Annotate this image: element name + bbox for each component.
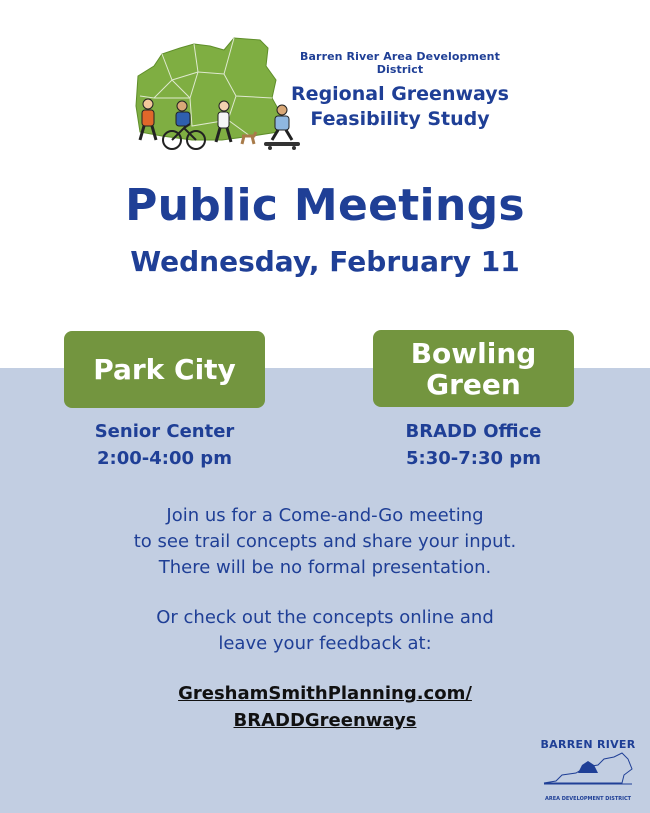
meeting-date: Wednesday, February 11: [130, 245, 520, 278]
feedback-link[interactable]: [0, 680, 650, 734]
organization-name: Barren River Area Development District: [300, 50, 500, 76]
study-title-line1: Regional Greenways: [291, 83, 509, 105]
bradd-footer-logo: [540, 738, 636, 802]
location-card-bowling-green: [373, 330, 574, 407]
location-name: Bowling Green: [410, 336, 537, 401]
venue-bowling-green: [373, 418, 574, 472]
venue-name: BRADD Office: [405, 421, 542, 442]
greenways-logo: [132, 36, 304, 154]
meeting-description: [0, 503, 650, 581]
link-line2[interactable]: BRADDGreenways: [233, 710, 417, 731]
online-description: [0, 605, 650, 657]
venue-name: Senior Center: [94, 421, 235, 442]
venue-time: 5:30-7:30 pm: [406, 448, 541, 469]
region-map-icon: [132, 36, 304, 154]
online-line: Or check out the concepts online and: [156, 607, 494, 628]
location-name: Park City: [93, 353, 236, 386]
description-line: There will be no formal presentation.: [158, 557, 492, 578]
page-title: Public Meetings: [125, 180, 525, 231]
venue-time: 2:00-4:00 pm: [97, 448, 232, 469]
footer-logo-subtitle: AREA DEVELOPMENT DISTRICT: [544, 796, 632, 802]
study-title-line2: Feasibility Study: [310, 108, 490, 130]
online-line: leave your feedback at:: [218, 633, 432, 654]
study-header: [282, 50, 518, 132]
location-card-park-city: [64, 331, 265, 408]
description-line: to see trail concepts and share your input.: [133, 531, 517, 552]
kentucky-outline-icon: [542, 751, 634, 791]
footer-logo-name: BARREN RIVER: [540, 738, 636, 751]
venue-park-city: [64, 418, 265, 472]
description-line: Join us for a Come-and-Go meeting: [166, 505, 484, 526]
link-line1[interactable]: GreshamSmithPlanning.com/: [178, 683, 472, 704]
